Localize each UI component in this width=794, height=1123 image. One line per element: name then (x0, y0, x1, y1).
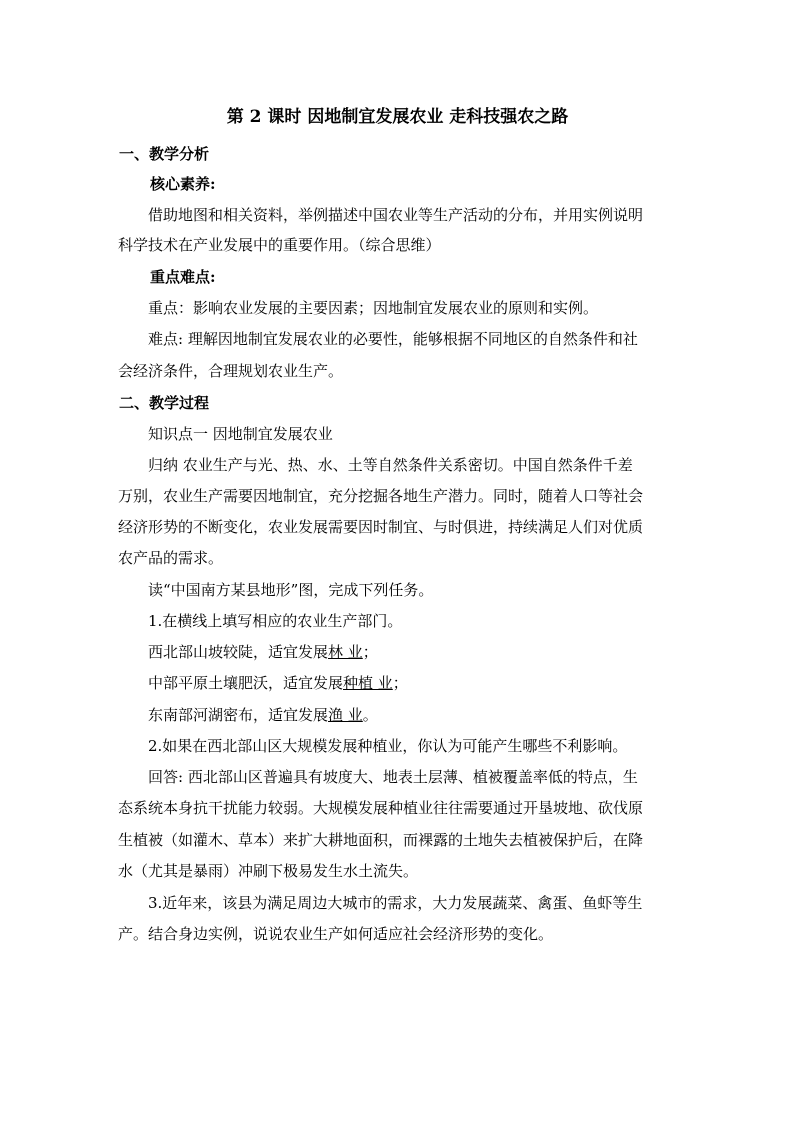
key-point-text: 重点：影响农业发展的主要因素；因地制宜发展农业的原则和实例。 (148, 299, 599, 317)
answer-2-line4: 水（尤其是暴雨）冲刷下极易发生水土流失。 (118, 862, 419, 880)
difficulty-text-line2: 会经济条件，合理规划农业生产。 (118, 362, 344, 380)
core-literacy-text-line2: 科学技术在产业发展中的重要作用。（综合思维） (118, 236, 441, 254)
key-difficulty-label: 重点难点: (150, 268, 216, 286)
answer-central-prefix: 中部平原土壤肥沃，适宜发展 (148, 674, 344, 692)
knowledge-point-heading: 知识点一 因地制宜发展农业 (148, 425, 333, 443)
answer-central-fill: 种植 业 (343, 674, 393, 692)
answer-southeast-prefix: 东南部河湖密布，适宜发展 (148, 706, 329, 724)
core-literacy-label: 核心素养: (150, 175, 216, 193)
question-3-line1: 3.近年来，该县为满足周边大城市的需求，大力发展蔬菜、禽蛋、鱼虾等生 (148, 894, 643, 912)
question-2: 2.如果在西北部山区大规模发展种植业，你认为可能产生哪些不利影响。 (148, 737, 628, 755)
page-title: 第 2 课时 因地制宜发展农业 走科技强农之路 (226, 107, 569, 127)
answer-northwest-suffix: ； (362, 643, 378, 661)
answer-northwest-prefix: 西北部山坡较陡，适宜发展 (148, 643, 329, 661)
answer-southeast-suffix: 。 (362, 706, 378, 724)
summary-line4: 农产品的需求。 (118, 549, 224, 567)
difficulty-text-line1: 难点: 理解因地制宜发展农业的必要性，能够根据不同地区的自然条件和社 (148, 330, 638, 348)
answer-southeast (148, 703, 378, 727)
answer-2-line3: 生植被（如灌木、草本）来扩大耕地面积，而裸露的土地失去植被保护后，在降 (118, 831, 644, 849)
reading-instruction: 读“中国南方某县地形”图，完成下列任务。 (148, 581, 434, 599)
question-3-line2: 产。结合身边实例，说说农业生产如何适应社会经济形势的变化。 (118, 925, 554, 943)
core-literacy-text-line1: 借助地图和相关资料，举例描述中国农业等生产活动的分布，并用实例说明 (148, 206, 644, 224)
summary-line1: 归纳 农业生产与光、热、水、土等自然条件关系密切。中国自然条件千差 (148, 456, 633, 474)
answer-southeast-fill: 渔 业 (328, 706, 363, 724)
summary-line3: 经济形势的不断变化，农业发展需要因时制宜、与时俱进，持续满足人们对优质 (118, 518, 644, 536)
question-1: 1.在横线上填写相应的农业生产部门。 (148, 612, 403, 630)
section-heading-analysis: 一、教学分析 (119, 145, 210, 163)
answer-central-suffix: ； (392, 674, 408, 692)
answer-2-line1: 回答: 西北部山区普遍具有坡度大、地表土层薄、植被覆盖率低的特点，生 (148, 768, 638, 786)
answer-central (148, 671, 408, 695)
answer-northwest (148, 640, 378, 664)
answer-2-line2: 态系统本身抗干扰能力较弱。大规模发展种植业往往需要通过开垦坡地、砍伐原 (118, 799, 644, 817)
answer-northwest-fill: 林 业 (328, 643, 363, 661)
section-heading-process: 二、教学过程 (119, 394, 210, 412)
summary-line2: 万别，农业生产需要因地制宜，充分挖掘各地生产潜力。同时，随着人口等社会 (118, 487, 644, 505)
